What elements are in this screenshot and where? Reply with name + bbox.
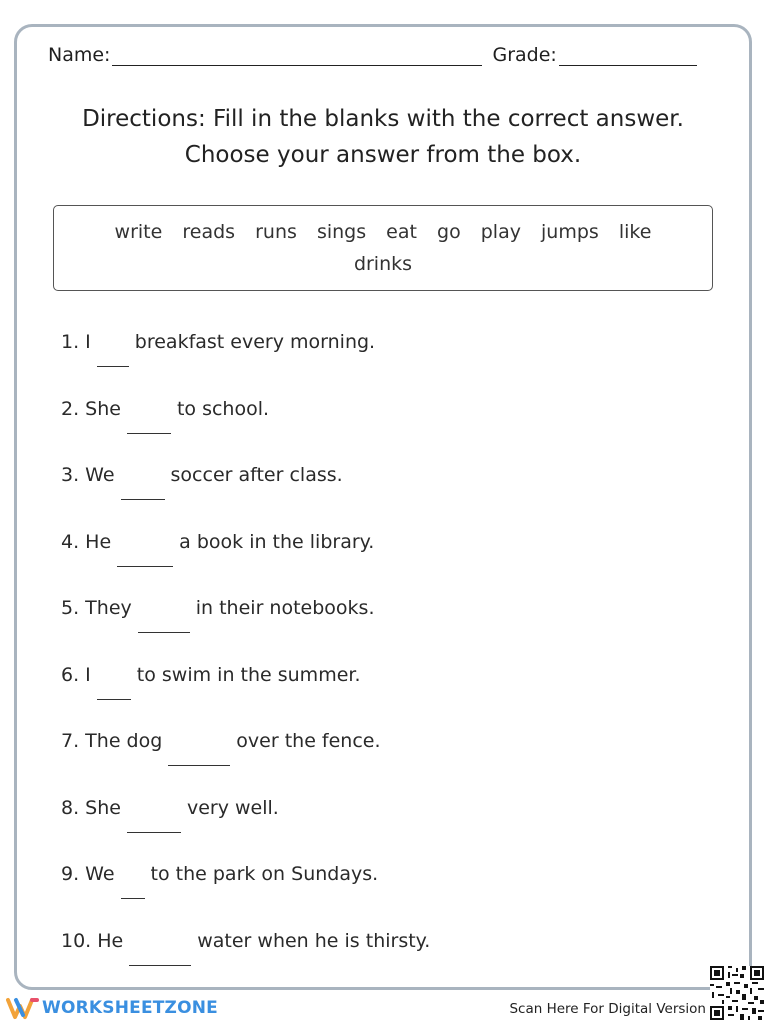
question-prefix: 6. I xyxy=(61,663,91,686)
word-bank-item: write xyxy=(114,221,163,243)
worksheet-page xyxy=(14,24,752,990)
question-item xyxy=(61,926,430,993)
question-suffix: soccer after class. xyxy=(170,464,343,486)
question-prefix: 10. He xyxy=(61,929,124,952)
question-item xyxy=(61,793,430,860)
word-bank-item: reads xyxy=(182,221,236,243)
question-suffix: breakfast every morning. xyxy=(134,331,376,353)
brand-name: WORKSHEETZONE xyxy=(42,998,218,1018)
question-prefix: 1. I xyxy=(61,331,91,353)
question-item xyxy=(61,394,430,461)
question-list xyxy=(61,327,430,992)
word-bank-item: drinks xyxy=(353,253,413,275)
question-item xyxy=(61,327,430,394)
question-prefix: 2. She xyxy=(61,397,121,420)
question-suffix: in their notebooks. xyxy=(195,597,375,619)
directions-line-1: Directions: Fill in the blanks with the correct answer. xyxy=(82,106,684,132)
question-suffix: to swim in the summer. xyxy=(136,663,361,686)
name-field xyxy=(48,44,482,66)
word-bank-item: runs xyxy=(255,221,297,243)
worksheetzone-logo-icon xyxy=(6,996,40,1020)
question-item xyxy=(61,593,430,660)
name-input-line[interactable] xyxy=(112,45,482,66)
word-bank-item: play xyxy=(480,221,521,243)
word-bank-item: like xyxy=(618,221,652,243)
question-prefix: 7. The dog xyxy=(61,730,163,752)
answer-blank[interactable] xyxy=(97,338,129,367)
question-item xyxy=(61,726,430,793)
question-prefix: 9. We xyxy=(61,863,115,885)
question-prefix: 3. We xyxy=(61,464,115,486)
brand-logo[interactable] xyxy=(6,994,218,1022)
question-suffix: a book in the library. xyxy=(179,530,375,553)
word-bank-item: jumps xyxy=(541,221,599,243)
grade-field xyxy=(492,44,696,66)
word-bank-item: eat xyxy=(386,221,417,243)
question-suffix: to the park on Sundays. xyxy=(150,863,379,885)
question-prefix: 8. She xyxy=(61,796,121,819)
answer-blank[interactable] xyxy=(138,604,190,633)
grade-input-line[interactable] xyxy=(559,45,697,66)
word-bank-item: sings xyxy=(316,221,367,243)
answer-blank[interactable] xyxy=(121,870,145,899)
answer-blank[interactable] xyxy=(97,671,131,700)
directions xyxy=(17,101,749,173)
header-row xyxy=(48,44,718,74)
question-suffix: to school. xyxy=(176,397,270,420)
word-bank-item: go xyxy=(437,221,461,243)
question-item xyxy=(61,460,430,527)
answer-blank[interactable] xyxy=(168,737,230,766)
answer-blank[interactable] xyxy=(117,538,173,567)
scan-caption: Scan Here For Digital Version xyxy=(509,1001,706,1017)
question-prefix: 4. He xyxy=(61,530,112,553)
question-prefix: 5. They xyxy=(61,597,132,619)
answer-blank[interactable] xyxy=(121,471,165,500)
question-suffix: very well. xyxy=(186,796,279,819)
name-label: Name: xyxy=(48,44,111,66)
question-suffix: water when he is thirsty. xyxy=(197,929,431,952)
directions-line-2: Choose your answer from the box. xyxy=(184,142,582,168)
question-item xyxy=(61,660,430,727)
grade-label: Grade: xyxy=(492,44,557,66)
qr-code-icon[interactable] xyxy=(710,966,764,1020)
answer-blank[interactable] xyxy=(129,937,191,966)
question-item xyxy=(61,527,430,594)
question-suffix: over the fence. xyxy=(236,730,381,752)
word-bank-box xyxy=(53,205,713,291)
question-item xyxy=(61,859,430,926)
answer-blank[interactable] xyxy=(127,804,181,833)
answer-blank[interactable] xyxy=(127,405,171,434)
